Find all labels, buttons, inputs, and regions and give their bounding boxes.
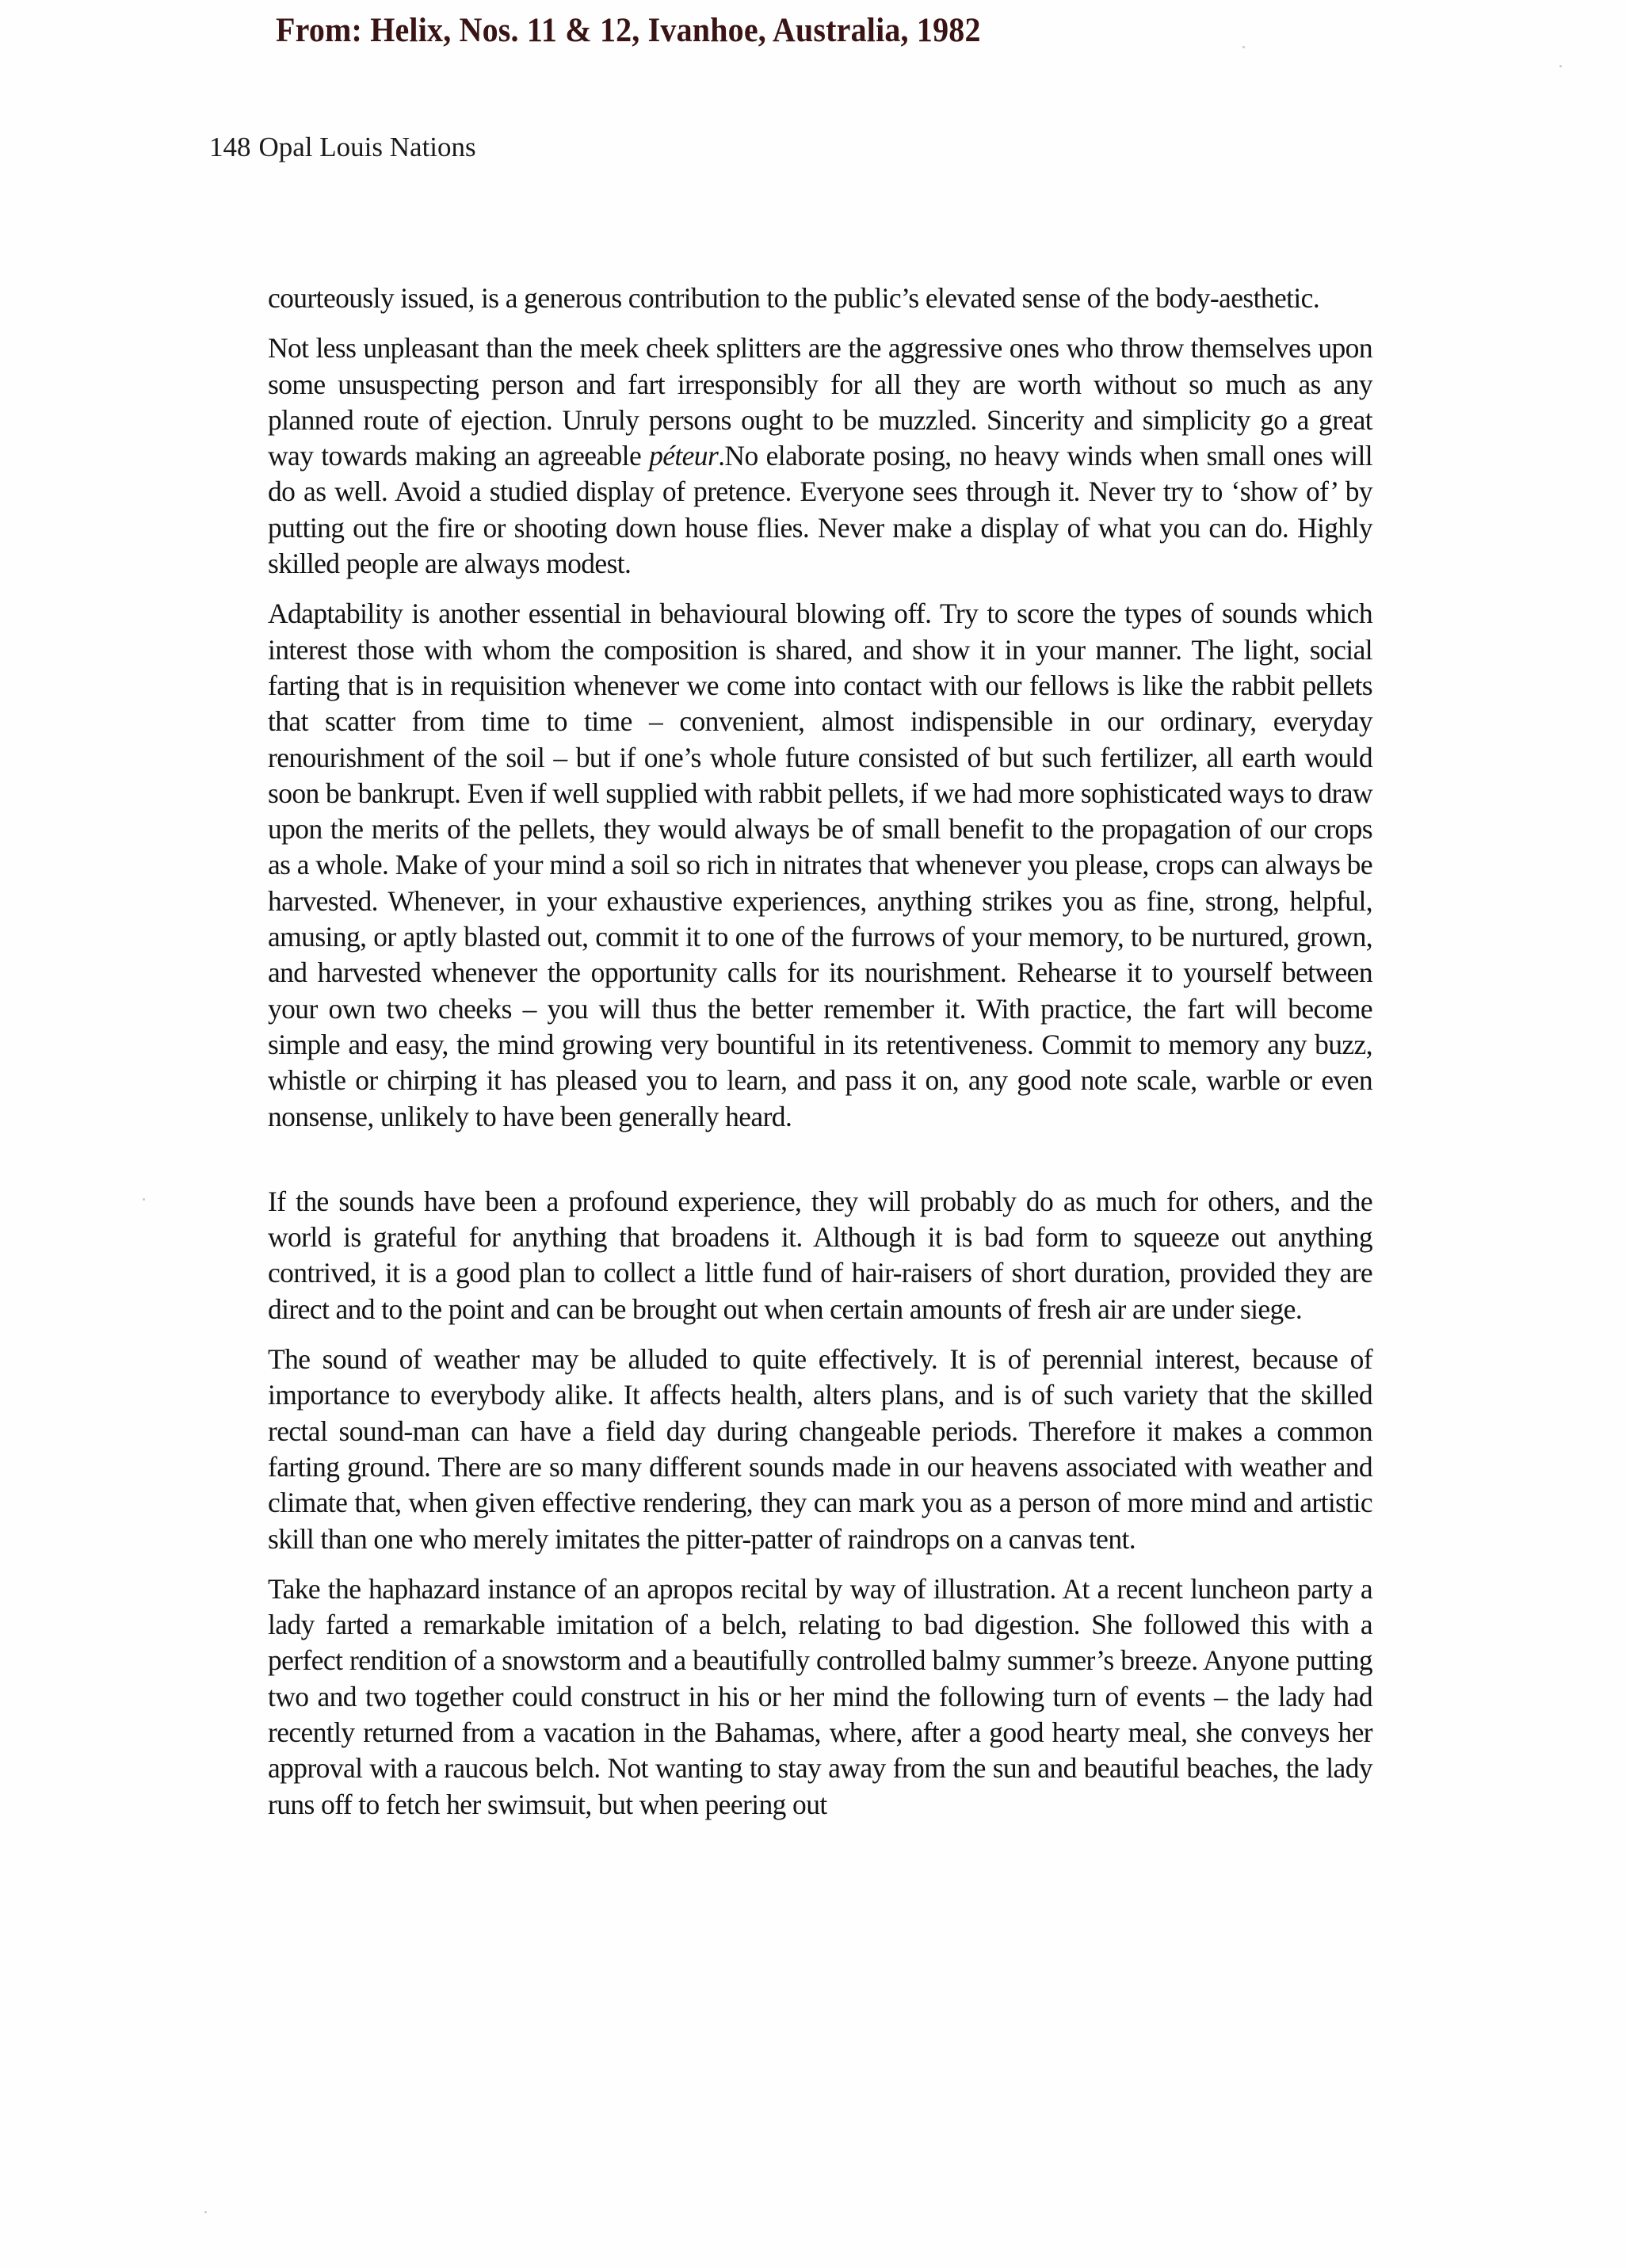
running-head (209, 132, 476, 163)
source-citation-header: From: Helix, Nos. 11 & 12, Ivanhoe, Australia, 1982 (276, 12, 981, 49)
paragraph-5 (268, 1342, 1372, 1557)
italic-term: péteur (649, 440, 719, 472)
paragraph-text: If the sounds have been a profound experience, they will probably do as much for others, and the world is grateful for anything that broadens it. Although it is bad form to squeeze out anything contrived, it is a good plan to collect a little fund of hair-raisers of short duration, provided they are direct and to the point and can be brought out when certain amounts of fresh air are under siege. (268, 1185, 1372, 1325)
body-text (268, 281, 1372, 1837)
paragraph-text: courteously issued, is a generous contribution to the public’s elevated sense of the body-aesthetic. (268, 282, 1320, 314)
paragraph-text: Take the haphazard instance of an apropos recital by way of illustration. At a recent luncheon party a lady farted a remarkable imitation of a belch, relating to bad digestion. She followed this with a perfect rendition of a snowstorm and a beautifully controlled balmy summer’s breeze. Anyone putting two and two together could construct in his or her mind the following turn of events – the lady had recently returned from a vacation in the Bahamas, where, after a good hearty meal, she conveys her approval with a raucous belch. Not wanting to stay away from the sun and beautiful beaches, the lady runs off to fetch her swimsuit, but when peering out (268, 1572, 1372, 1820)
scan-speck (143, 1198, 145, 1201)
paragraph-text: The sound of weather may be alluded to quite effectively. It is of perennial interest, because of importance to everybody alike. It affects health, alters plans, and is of such variety that the skilled rectal sound-man can have a field day during changeable periods. Therefore it makes a common farting ground. There are so many different sounds made in our heavens associated with weather and climate that, when given effective rendering, they can mark you as a person of more mind and artistic skill than one who merely imitates the pitter-patter of raindrops on a canvas tent. (268, 1343, 1372, 1555)
author-name: Opal Louis Nations (258, 132, 476, 162)
scan-speck (1242, 46, 1245, 48)
scan-speck (1559, 65, 1562, 67)
paragraph-4 (268, 1184, 1372, 1327)
paragraph-6 (268, 1571, 1372, 1823)
paragraph-text: Adaptability is another essential in behavioural blowing off. Try to score the types of sounds which interest those with whom the composition is shared, and show it in your manner. The light, social farting that is in requisition whenever we come into contact with our fellows is like the rabbit pellets that scatter from time to time – convenient, almost indispensible in our ordinary, everyday renourishment of the soil – but if one’s whole future consisted of but such fertilizer, all earth would soon be bankrupt. Even if well supplied with rabbit pellets, if we had more sophisticated ways to draw upon the merits of the pellets, they would always be of small benefit to the propagation of our crops as a whole. Make of your mind a soil so rich in nitrates that whenever you please, crops can always be harvested. Whenever, in your exhaustive experiences, anything strikes you as fine, strong, helpful, amusing, or aptly blasted out, commit it to one of the furrows of your memory, to be nurtured, grown, and harvested whenever the opportunity calls for its nourishment. Rehearse it to yourself between your own two cheeks – you will thus the better remember it. With practice, the fart will become simple and easy, the mind growing very bountiful in its retentiveness. Commit to memory any buzz, whistle or chirping it has pleased you to learn, and pass it on, any good note scale, warble or even nonsense, unlikely to have been generally heard. (268, 598, 1372, 1132)
paragraph-2 (268, 330, 1372, 582)
paragraph-1 (268, 281, 1372, 316)
page-number: 148 (209, 132, 251, 162)
paragraph-3 (268, 596, 1372, 1134)
paragraph-text: .No elaborate posing, no heavy winds when small ones will do as well. Avoid a studied display of pretence. Everyone sees through it. Never try to ‘show of’ by putting out the fire or shooting down house flies. Never make a display of what you can do. Highly skilled people are always modest. (268, 440, 1372, 580)
scan-speck (204, 2211, 207, 2213)
paragraph-text: Not less unpleasant than the meek cheek splitters are the aggressive ones who throw themselves upon some unsuspecting person and fart irresponsibly for all they are worth without so much as any planned route of ejection. Unruly persons ought to be muzzled. Sincerity and simplicity go a great way towards making an agreeable (268, 332, 1372, 472)
